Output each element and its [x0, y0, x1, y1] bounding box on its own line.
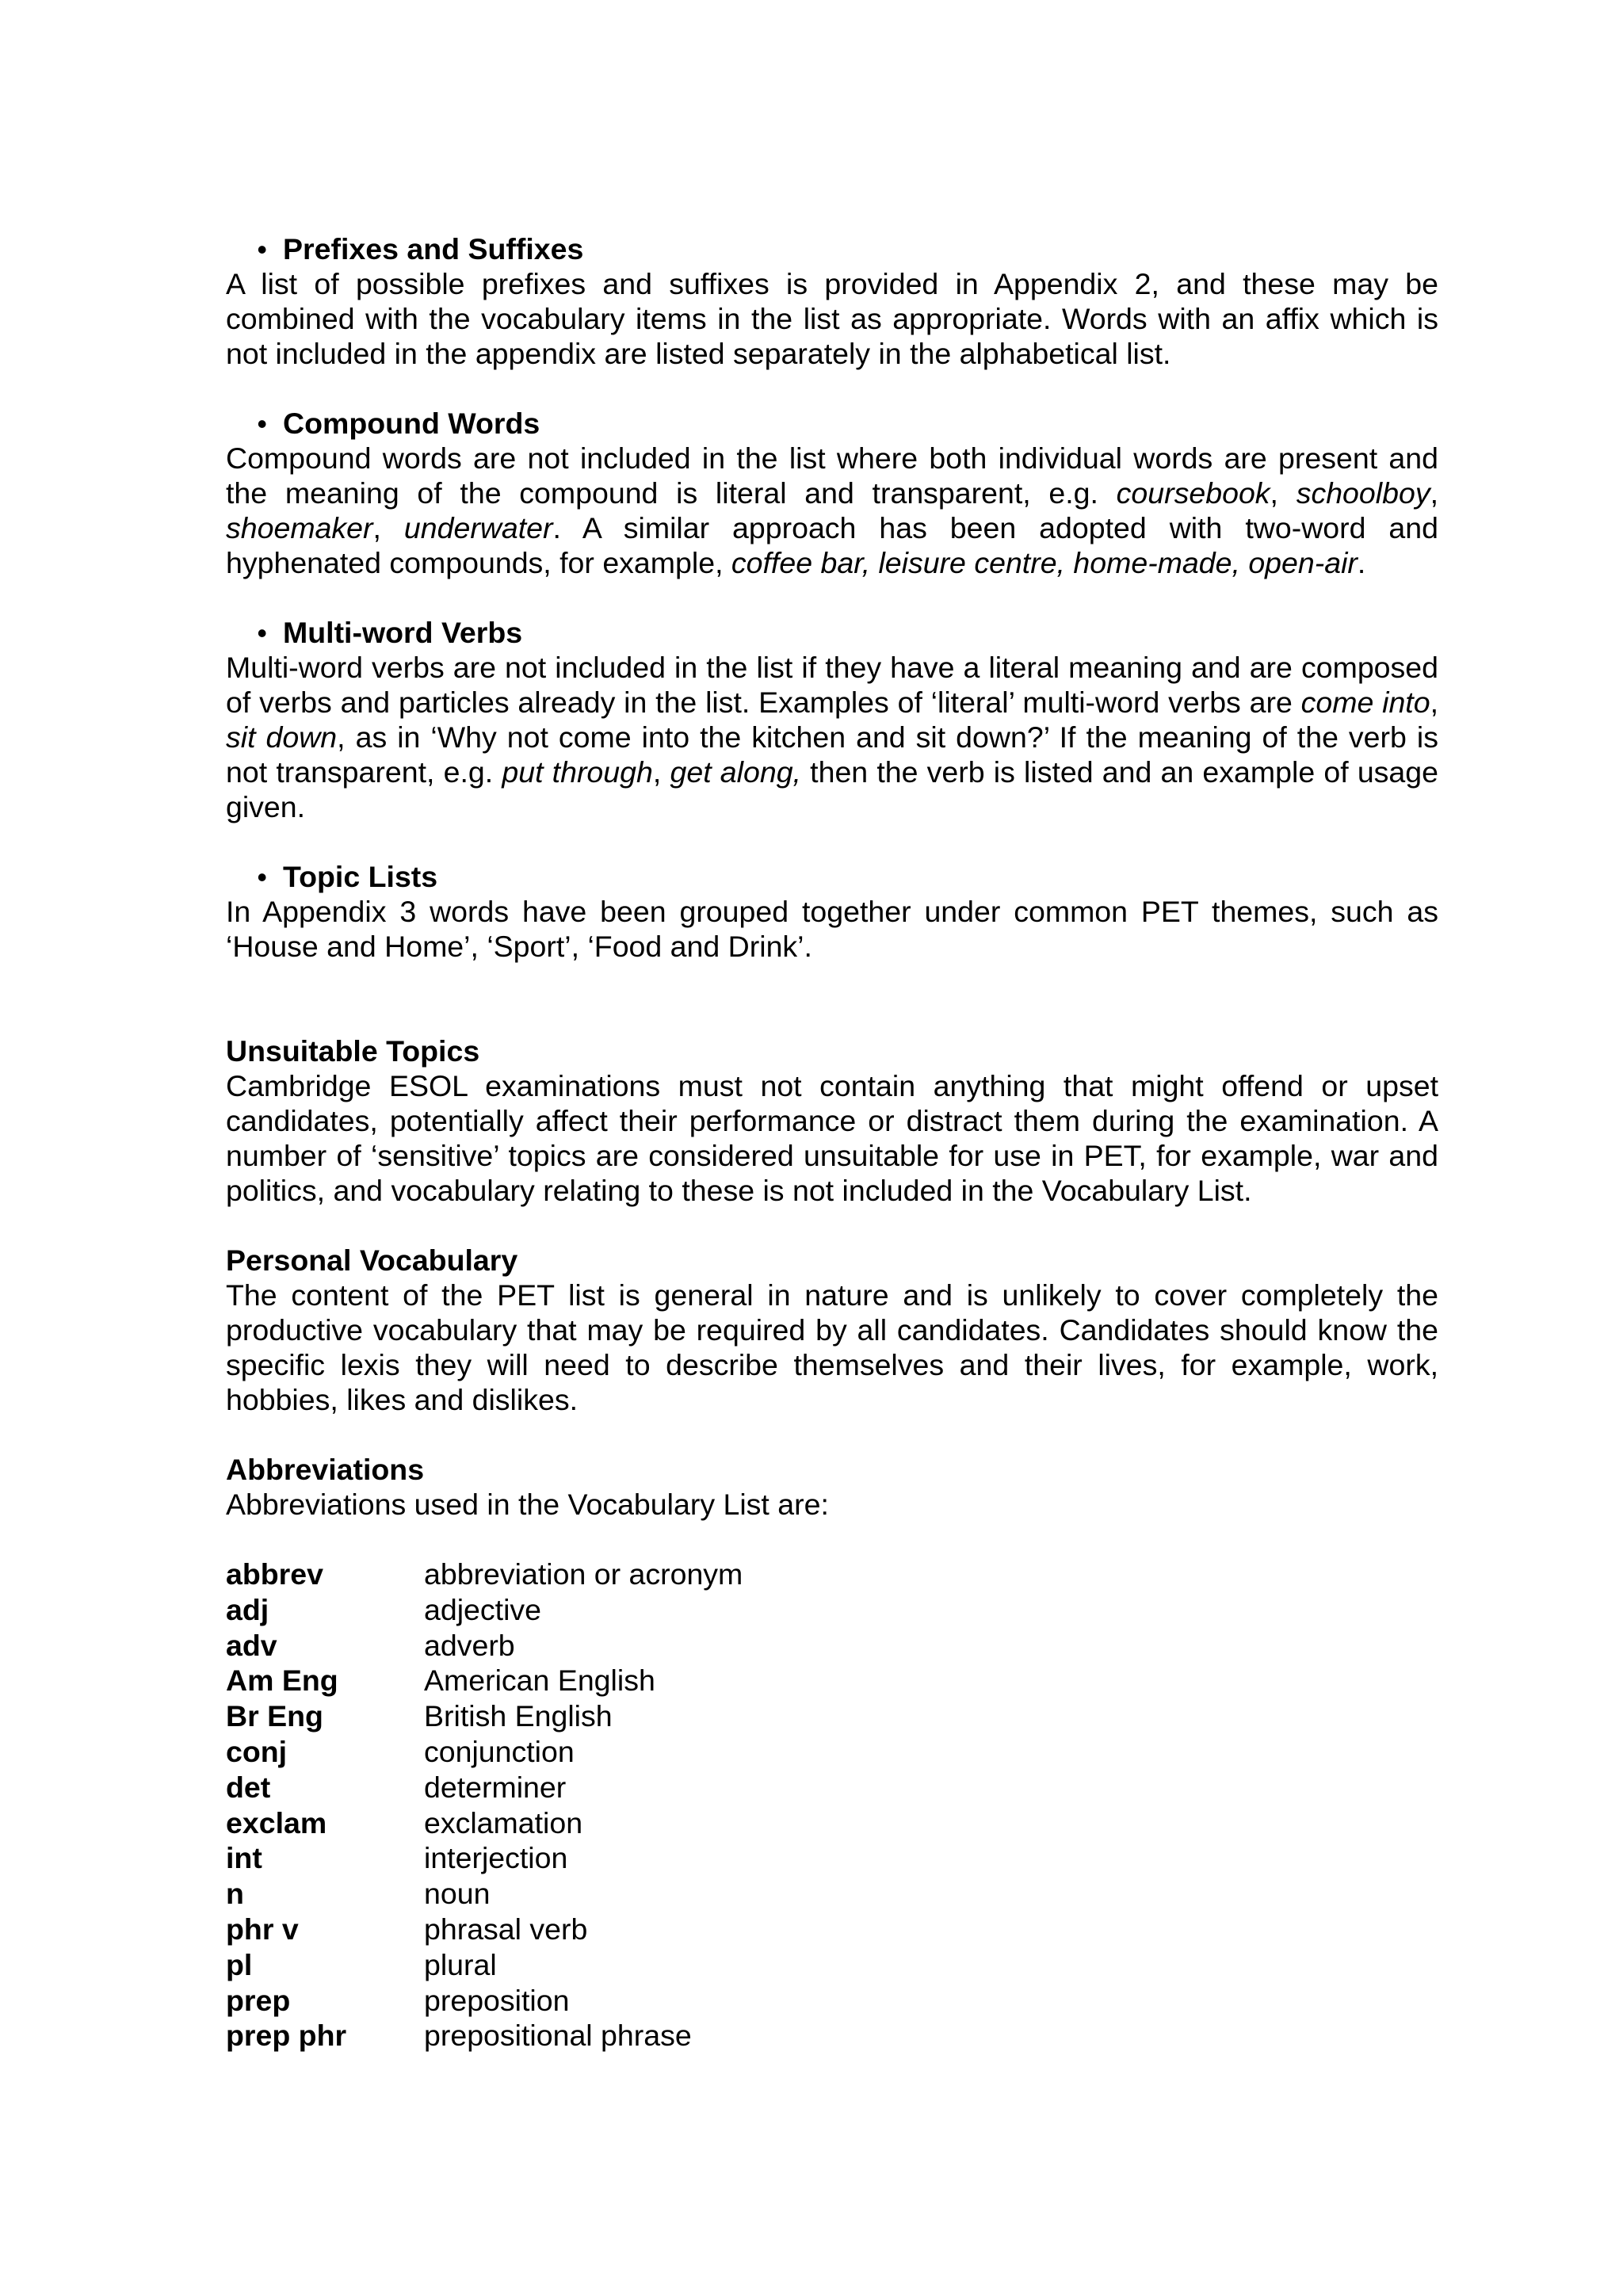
- abbreviation-row: [226, 1840, 1438, 1876]
- compound-example-schoolboy: schoolboy: [1296, 476, 1430, 510]
- bullet-heading-multiword: [226, 615, 1438, 650]
- abbreviation-row: [226, 1557, 1438, 1592]
- abbreviation-row: [226, 2018, 1438, 2053]
- abbreviation-row: [226, 1770, 1438, 1805]
- heading-topics: Topic Lists: [283, 860, 438, 893]
- multiword-example-get-along: get along,: [670, 755, 801, 789]
- abbreviation-definition: British English: [424, 1699, 613, 1733]
- bullet-icon: •: [257, 407, 267, 440]
- abbreviation-definition: noun: [424, 1877, 491, 1911]
- abbreviation-row: [226, 1663, 1438, 1698]
- abbreviation-definition: abbreviation or acronym: [424, 1557, 743, 1591]
- abbreviations-list: [226, 1557, 1438, 2053]
- bullet-heading-topics: [226, 859, 1438, 894]
- section-personal-vocabulary: [226, 1243, 1438, 1417]
- compound-sep-3: ,: [372, 511, 404, 544]
- abbreviation-term: phr v: [226, 1912, 299, 1946]
- abbreviation-term: pl: [226, 1947, 253, 1981]
- abbreviation-definition: prepositional phrase: [424, 2019, 692, 2053]
- abbreviation-term: Am Eng: [226, 1664, 338, 1698]
- abbreviation-definition: phrasal verb: [424, 1912, 588, 1946]
- abbreviation-term: n: [226, 1877, 244, 1911]
- abbreviation-row: [226, 1912, 1438, 1947]
- section-topic-lists: [226, 859, 1438, 964]
- paragraph-compound: [226, 441, 1438, 580]
- abbreviation-term: adv: [226, 1628, 277, 1662]
- abbreviation-row: [226, 1734, 1438, 1770]
- multiword-sep-2: ,: [652, 755, 670, 789]
- abbreviation-row: [226, 1698, 1438, 1734]
- multiword-example-sit-down: sit down: [226, 720, 338, 754]
- compound-text-2: . A similar approach has been adopted with two-word and hyphenated compounds, for example,: [226, 511, 1438, 579]
- abbreviation-term: abbrev: [226, 1557, 323, 1591]
- multiword-text-3: then the verb is listed and an example of usage given.: [226, 755, 1438, 823]
- bullet-heading-compound: [226, 406, 1438, 441]
- paragraph-multiword: [226, 650, 1438, 824]
- abbreviation-row: [226, 1592, 1438, 1628]
- abbreviation-row: [226, 1628, 1438, 1664]
- heading-compound: Compound Words: [283, 407, 540, 440]
- compound-example-coursebook: coursebook: [1116, 476, 1270, 510]
- paragraph-unsuitable: Cambridge ESOL examinations must not contain anything that might offend or upset candidates, potentially affect their performance or distract them during the examination. A number of ‘sensitive’ topics are considered unsuitable for use in PET, for example, war and politics, and vocabulary relating to these is not included in the Vocabulary List.: [226, 1069, 1438, 1207]
- heading-personal: Personal Vocabulary: [226, 1244, 518, 1277]
- abbreviation-definition: conjunction: [424, 1734, 575, 1768]
- section-abbreviations: [226, 1452, 1438, 2053]
- multiword-example-come-into: come into: [1300, 686, 1430, 719]
- compound-sep-1: ,: [1270, 476, 1296, 510]
- compound-example-shoemaker: shoemaker: [226, 511, 373, 544]
- abbreviation-definition: determiner: [424, 1770, 567, 1804]
- abbreviation-row: [226, 1876, 1438, 1912]
- compound-example-underwater: underwater: [403, 511, 553, 544]
- compound-text-1: Compound words are not included in the list where both individual words are present and the meaning of the compound is literal and transparent, e.g.: [226, 441, 1438, 510]
- section-unsuitable-topics: [226, 1033, 1438, 1208]
- abbreviation-term: prep phr: [226, 2019, 347, 2053]
- abbreviation-term: exclam: [226, 1805, 327, 1839]
- compound-example-list: coffee bar, leisure centre, home-made, open-air: [731, 546, 1358, 579]
- heading-multiword: Multi-word Verbs: [283, 616, 523, 649]
- heading-abbreviations: Abbreviations: [226, 1453, 425, 1486]
- abbreviation-row: [226, 1805, 1438, 1841]
- abbreviation-definition: plural: [424, 1947, 497, 1981]
- abbreviation-term: Br Eng: [226, 1699, 323, 1733]
- heading-unsuitable: Unsuitable Topics: [226, 1034, 480, 1068]
- multiword-sep-1: ,: [1430, 686, 1438, 719]
- bullet-icon: •: [257, 617, 267, 649]
- multiword-text-1: Multi-word verbs are not included in the list if they have a literal meaning and are composed of verbs and particles already in the list. Examples of ‘literal’ multi-word verbs are: [226, 651, 1438, 719]
- abbreviation-row: [226, 1983, 1438, 2019]
- bullet-heading-prefixes: [226, 231, 1438, 266]
- abbreviation-term: int: [226, 1841, 262, 1875]
- abbreviation-term: adj: [226, 1592, 269, 1626]
- compound-sep-2: ,: [1430, 476, 1438, 510]
- paragraph-abbreviations-intro: Abbreviations used in the Vocabulary List are:: [226, 1488, 829, 1521]
- bullet-icon: •: [257, 233, 267, 266]
- abbreviation-definition: American English: [424, 1664, 655, 1698]
- abbreviation-term: det: [226, 1770, 271, 1804]
- paragraph-personal: The content of the PET list is general in nature and is unlikely to cover completely the productive vocabulary that may be required by all candidates. Candidates should know the specific lexis they will need to describe themselves and their lives, for example, work, hobbies, likes and dislikes.: [226, 1278, 1438, 1416]
- abbreviation-row: [226, 1947, 1438, 1983]
- paragraph-topics: In Appendix 3 words have been grouped together under common PET themes, such as ‘House and Home’, ‘Sport’, ‘Food and Drink’.: [226, 895, 1438, 963]
- abbreviation-definition: adjective: [424, 1592, 542, 1626]
- document-page: [226, 231, 1438, 2053]
- bullet-icon: •: [257, 861, 267, 893]
- abbreviation-term: conj: [226, 1734, 288, 1768]
- abbreviation-definition: adverb: [424, 1628, 515, 1662]
- abbreviation-definition: interjection: [424, 1841, 568, 1875]
- abbreviation-definition: exclamation: [424, 1805, 583, 1839]
- section-compound-words: [226, 406, 1438, 580]
- abbreviation-term: prep: [226, 1983, 291, 2017]
- multiword-example-put-through: put through: [502, 755, 653, 789]
- section-multiword-verbs: [226, 615, 1438, 824]
- multiword-text-2: , as in ‘Why not come into the kitchen and sit down?’ If the meaning of the verb is not transparent, e.g.: [226, 720, 1438, 789]
- abbreviation-definition: preposition: [424, 1983, 570, 2017]
- section-prefixes-suffixes: [226, 231, 1438, 371]
- paragraph-prefixes: A list of possible prefixes and suffixes is provided in Appendix 2, and these may be combined with the vocabulary items in the list as appropriate. Words with an affix which is not included in the appendix are listed separately in the alphabetical list.: [226, 267, 1438, 370]
- compound-text-3: .: [1357, 546, 1366, 579]
- heading-prefixes: Prefixes and Suffixes: [283, 232, 584, 266]
